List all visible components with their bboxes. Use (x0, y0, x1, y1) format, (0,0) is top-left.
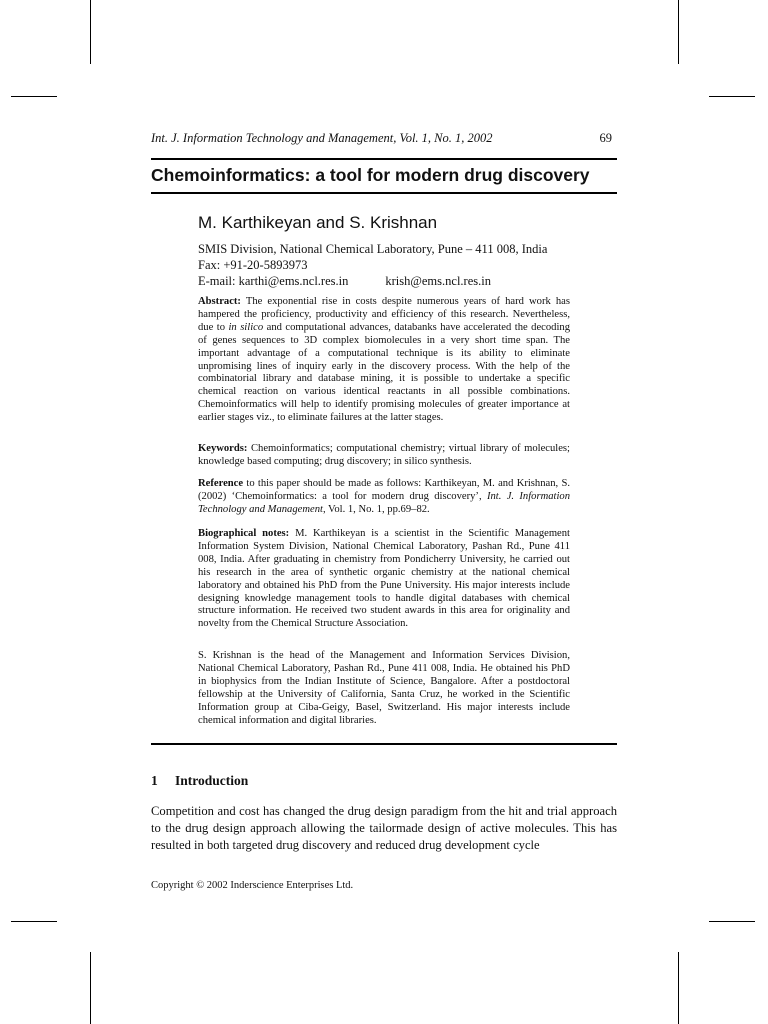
section-heading (151, 773, 248, 789)
reference-text: to this paper should be made as follows: Karthikeyan, M. and Krishnan, S. (2002) ‘Chemoinformatics: a tool for modern drug discovery’, (198, 478, 570, 502)
abstract-text-2: and computational advances, databanks have accelerated the decoding of genes sequences to 3D complex biomolecules in a very short time span. The important advantage of a computational technique is its ability to eliminate unpromising lines of inquiry early in the discovery process. With the help of the combinatorial library and database mining, it is possible to undertake a specific chemical reaction on various identical reactants in all possible combinations. Chemoinformatics will help to identify promising molecules of greater importance at earlier stages viz., to eliminate failures at the latter stages. (198, 321, 571, 424)
header-rule (151, 158, 617, 160)
keywords (198, 443, 570, 469)
biographical-notes-2 (198, 650, 570, 727)
introduction-paragraph: Competition and cost has changed the drug design paradigm from the hit and trial approach to the drug design approach allowing the tailormade design of active molecules. This has resulted in both targeted drug discovery and reduced drug development cycle (151, 804, 617, 852)
crop-mark-bottom-right-vertical (678, 952, 679, 1024)
abstract (198, 296, 570, 425)
reference (198, 478, 570, 517)
crop-mark-top-right-horizontal (709, 96, 755, 97)
affiliation (198, 241, 547, 289)
abstract-label: Abstract: (198, 296, 241, 307)
journal-citation: Int. J. Information Technology and Management, Vol. 1, No. 1, 2002 (151, 131, 493, 145)
affiliation-address: SMIS Division, National Chemical Laboratory, Pune – 411 008, India (198, 242, 548, 256)
abstract-text-1: The exponential rise in costs despite numerous years of hard work has hampered the proficiency, productivity and efficiency of this research. Nevertheless, due to (198, 296, 570, 333)
section-title: Introduction (175, 773, 249, 788)
crop-mark-bottom-left-horizontal (11, 921, 57, 922)
keywords-label: Keywords: (198, 443, 248, 454)
abstract-italic: in silico (228, 321, 264, 333)
email-line (198, 273, 547, 289)
crop-mark-top-left-horizontal (11, 96, 57, 97)
title-rule (151, 192, 617, 194)
email-second: krish@ems.ncl.res.in (385, 274, 491, 288)
reference-label: Reference (198, 478, 244, 489)
running-header (151, 131, 612, 146)
copyright-notice: Copyright © 2002 Inderscience Enterprises Ltd. (151, 880, 354, 891)
author-names: M. Karthikeyan and S. Krishnan (198, 213, 438, 232)
crop-mark-bottom-right-horizontal (709, 921, 755, 922)
fax-number: Fax: +91-20-5893973 (198, 258, 308, 272)
bio-krishnan: S. Krishnan is the head of the Management and Information Services Division, National Chemical Laboratory, Pashan Rd., Pune 411 008, India. He obtained his PhD in biophysics from the Indian Institute of Science, Bangalore. After a postdoctoral fellowship at the University of California, Santa Cruz, he worked in the Scientific Information group at Ciba-Geigy, Basel, Switzerland. His major interests include chemical information and digital libraries. (198, 650, 570, 726)
section-number: 1 (151, 773, 158, 788)
crop-mark-bottom-left-vertical (90, 952, 91, 1024)
reference-journal: Int. J. Information Technology and Management (198, 490, 570, 515)
keywords-text: Chemoinformatics; computational chemistry; virtual library of molecules; knowledge based computing; drug discovery; in silico synthesis. (198, 443, 570, 467)
bio-label: Biographical notes: (198, 528, 290, 539)
abstract-bottom-rule (151, 743, 617, 745)
bio-karthikeyan: M. Karthikeyan is a scientist in the Scientific Management Information System Division, National Chemical Laboratory, Pashan Rd., Pune 411 008, India. After graduating in chemistry from Pondicherry University, he carried out his research in the area of synthetic organic chemistry at the national chemical laboratory and obtained his PhD from the Pune University. His major interests include designing knowledge management tools to handle digital databases with chemical structure information. He received two student awards in this area for originality and novelty from the Chemical Structure Association. (198, 528, 570, 630)
reference-tail: , Vol. 1, No. 1, pp.69–82. (322, 503, 430, 515)
biographical-notes (198, 528, 570, 631)
email-first: E-mail: karthi@ems.ncl.res.in (198, 274, 349, 288)
crop-mark-top-right-vertical (678, 0, 679, 64)
crop-mark-top-left-vertical (90, 0, 91, 64)
page-number: 69 (599, 131, 612, 145)
paper-title: Chemoinformatics: a tool for modern drug discovery (151, 165, 590, 185)
